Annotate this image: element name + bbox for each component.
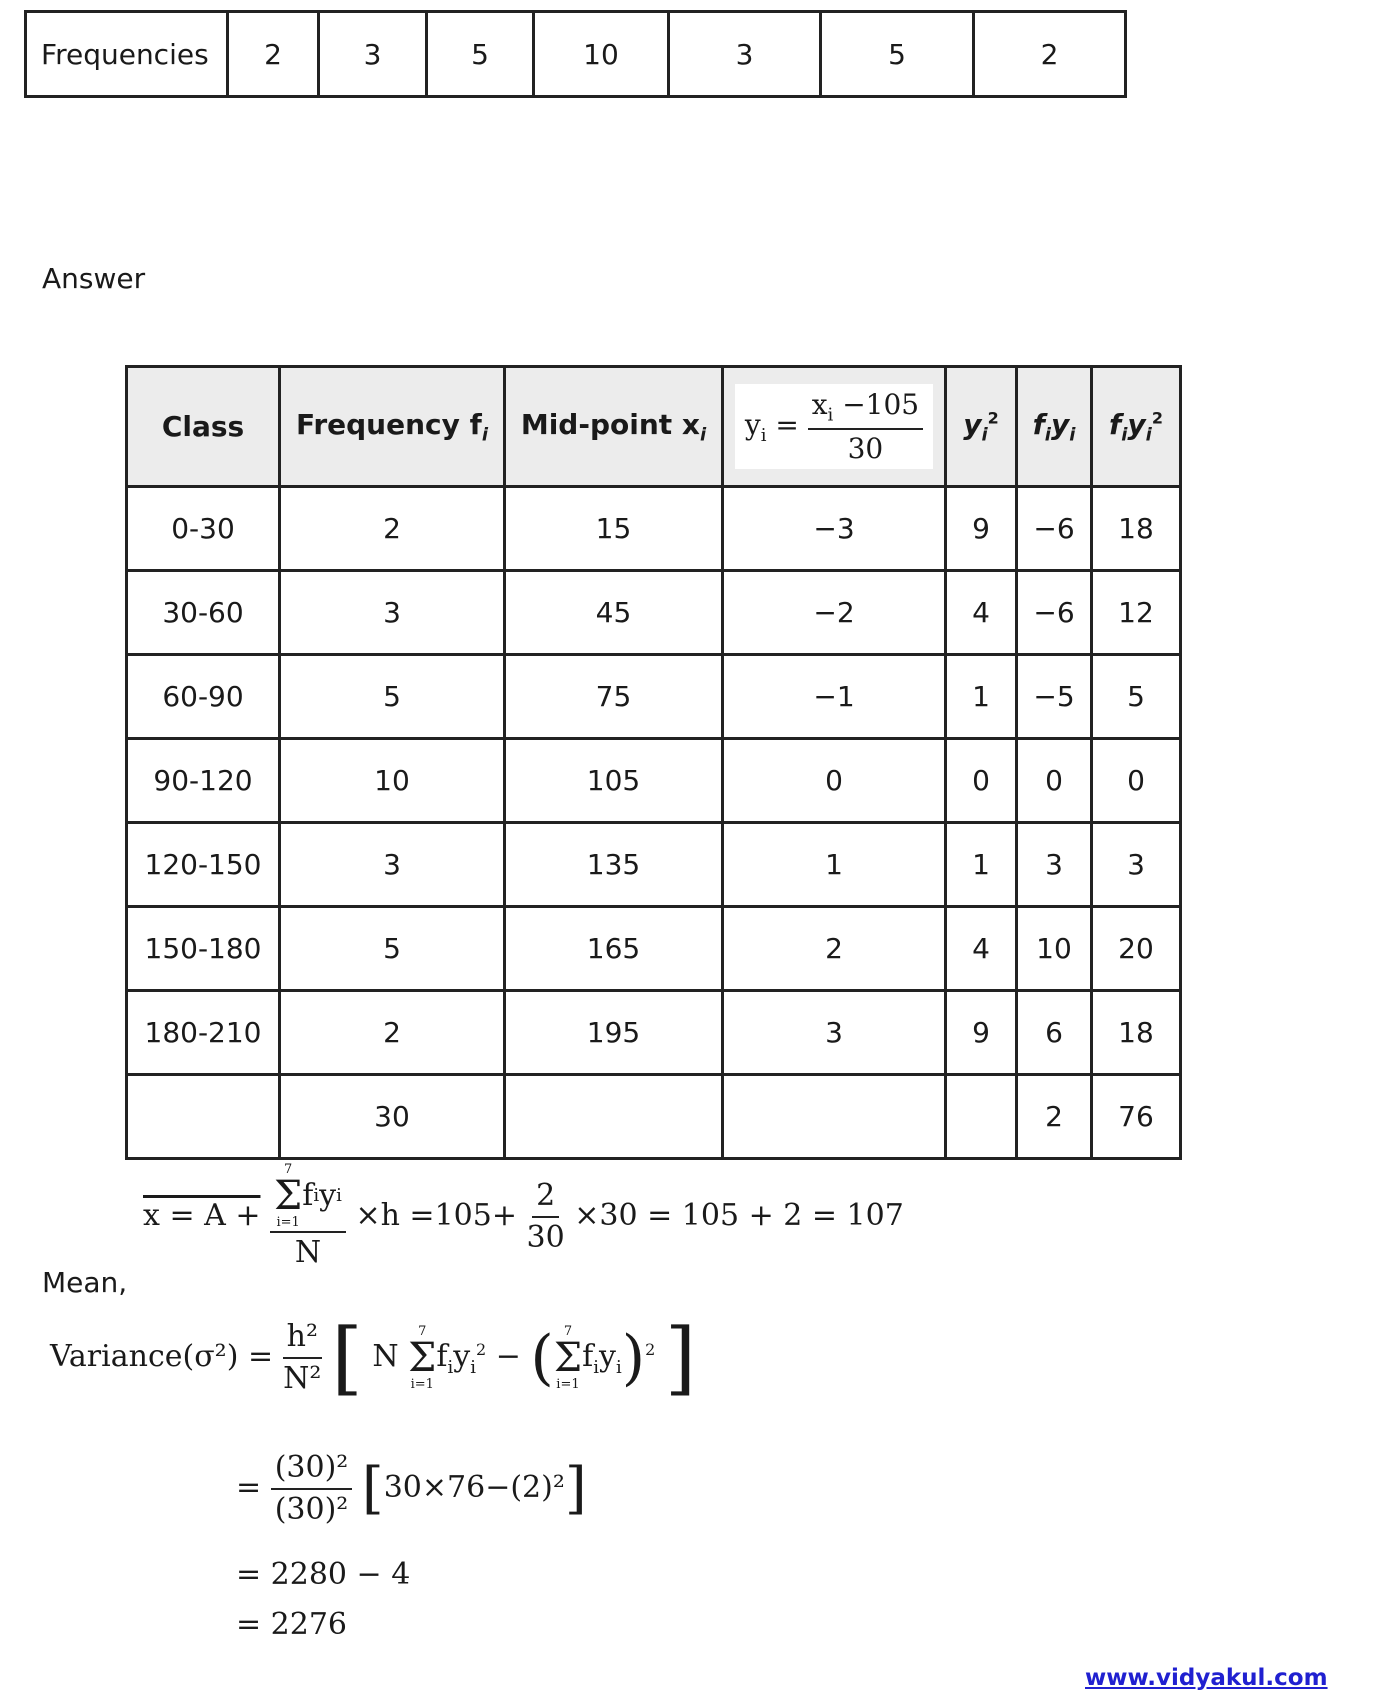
y-cell: 3: [723, 991, 946, 1075]
frequency-cell: 2: [974, 12, 1126, 97]
variance-formula: Variance(σ²) = $\frac{\text{h²}}{\text{N²}}$ [ N 7 Σ i=1 $f_iy_i^2$ − ( 7 Σ i=1 $f_iy_i)^2$ ]: [50, 1311, 697, 1404]
variance-step-2: = 2280 − 4: [236, 1557, 411, 1592]
midpoint-cell: 15: [505, 487, 723, 571]
midpoint-cell: 165: [505, 907, 723, 991]
midpoint-cell: 105: [505, 739, 723, 823]
frequency-cell: 5: [427, 12, 534, 97]
midpoint-cell: 45: [505, 571, 723, 655]
midpoint-cell: 75: [505, 655, 723, 739]
fy-cell: 6: [1017, 991, 1092, 1075]
frequency-cell: 2: [280, 991, 505, 1075]
mean-lhs: x = A +: [143, 1198, 261, 1233]
class-cell: 180-210: [127, 991, 280, 1075]
frequencies-table: [24, 10, 1127, 98]
frequency-cell: 3: [669, 12, 821, 97]
answer-heading: Answer: [42, 262, 146, 295]
mean-label: Mean,: [42, 1266, 128, 1299]
fy-squared-cell: 20: [1092, 907, 1181, 991]
class-cell: 90-120: [127, 739, 280, 823]
class-cell: 60-90: [127, 655, 280, 739]
table-row: [127, 571, 1181, 655]
fy-cell: −5: [1017, 655, 1092, 739]
y-cell: −3: [723, 487, 946, 571]
frequency-cell: 2: [228, 12, 319, 97]
y-squared-cell: 9: [946, 991, 1017, 1075]
frequency-cell: 3: [280, 823, 505, 907]
fy-cell: 3: [1017, 823, 1092, 907]
header-fy-squared: $f_iy_i^2$: [1092, 367, 1181, 487]
y-squared-cell: 4: [946, 907, 1017, 991]
frequency-cell: 10: [534, 12, 669, 97]
fy-cell: −6: [1017, 487, 1092, 571]
empty-cell: [127, 1075, 280, 1159]
mean-formula: x = A + 7 Σ i=1 f i y i N ×h =105+ $\frac{2}{30}$ ×30 = 105 + 2 = 107: [143, 1162, 904, 1270]
header-y-squared: $y_i^2$: [946, 367, 1017, 487]
frequency-cell: 5: [280, 907, 505, 991]
y-squared-cell: 1: [946, 655, 1017, 739]
y-squared-cell: 4: [946, 571, 1017, 655]
totals-row: [127, 1075, 1181, 1159]
frequency-cell: 10: [280, 739, 505, 823]
y-formula-image: $y_i$ = $\frac{x_i -105}{30}$: [735, 384, 933, 470]
fy-squared-cell: 18: [1092, 991, 1181, 1075]
table-row: [127, 487, 1181, 571]
fy-cell: 10: [1017, 907, 1092, 991]
midpoint-cell: 195: [505, 991, 723, 1075]
frequency-distribution-table: [125, 365, 1182, 1160]
frequencies-label: Frequencies: [26, 12, 228, 97]
fy-squared-cell: 12: [1092, 571, 1181, 655]
y-cell: −1: [723, 655, 946, 739]
class-cell: 150-180: [127, 907, 280, 991]
frequency-cell: 3: [280, 571, 505, 655]
y-cell: 1: [723, 823, 946, 907]
fy-squared-cell: 5: [1092, 655, 1181, 739]
table-row: [127, 823, 1181, 907]
mean-sum-fraction: 7 Σ i=1 f i y i N: [270, 1163, 346, 1271]
class-cell: 120-150: [127, 823, 280, 907]
class-cell: 0-30: [127, 487, 280, 571]
y-squared-cell: 0: [946, 739, 1017, 823]
fy-cell: −6: [1017, 571, 1092, 655]
total-fy-cell: 2: [1017, 1075, 1092, 1159]
y-squared-cell: 1: [946, 823, 1017, 907]
table-header-row: [127, 367, 1181, 487]
variance-step-1: = $\frac{\text{(30)²}}{\text{(30)²}}$ [30×76−(2)²]: [236, 1450, 587, 1527]
header-midpoint: Mid-point $x_i$: [505, 367, 723, 487]
table-row: [26, 12, 1126, 97]
header-class: Class: [127, 367, 280, 487]
frequency-cell: 5: [821, 12, 974, 97]
header-fy: $f_iy_i$: [1017, 367, 1092, 487]
table-row: [127, 655, 1181, 739]
header-y-formula: [723, 367, 946, 487]
y-cell: 2: [723, 907, 946, 991]
fy-squared-cell: 0: [1092, 739, 1181, 823]
class-cell: 30-60: [127, 571, 280, 655]
frequency-cell: 3: [319, 12, 427, 97]
table-row: [127, 907, 1181, 991]
header-frequency: Frequency $f_i$: [280, 367, 505, 487]
frequency-cell: 5: [280, 655, 505, 739]
y-cell: −2: [723, 571, 946, 655]
empty-cell: [505, 1075, 723, 1159]
fy-cell: 0: [1017, 739, 1092, 823]
y-squared-cell: 9: [946, 487, 1017, 571]
total-fy-squared-cell: 76: [1092, 1075, 1181, 1159]
variance-result: = 2276: [236, 1607, 348, 1642]
fy-squared-cell: 3: [1092, 823, 1181, 907]
fy-squared-cell: 18: [1092, 487, 1181, 571]
y-cell: 0: [723, 739, 946, 823]
midpoint-cell: 135: [505, 823, 723, 907]
table-row: [127, 991, 1181, 1075]
total-frequency-cell: 30: [280, 1075, 505, 1159]
empty-cell: [946, 1075, 1017, 1159]
frequency-cell: 2: [280, 487, 505, 571]
website-link[interactable]: www.vidyakul.com: [1085, 1665, 1328, 1691]
mean-fraction: $\frac{2}{30}$: [526, 1178, 565, 1255]
table-row: [127, 739, 1181, 823]
empty-cell: [723, 1075, 946, 1159]
